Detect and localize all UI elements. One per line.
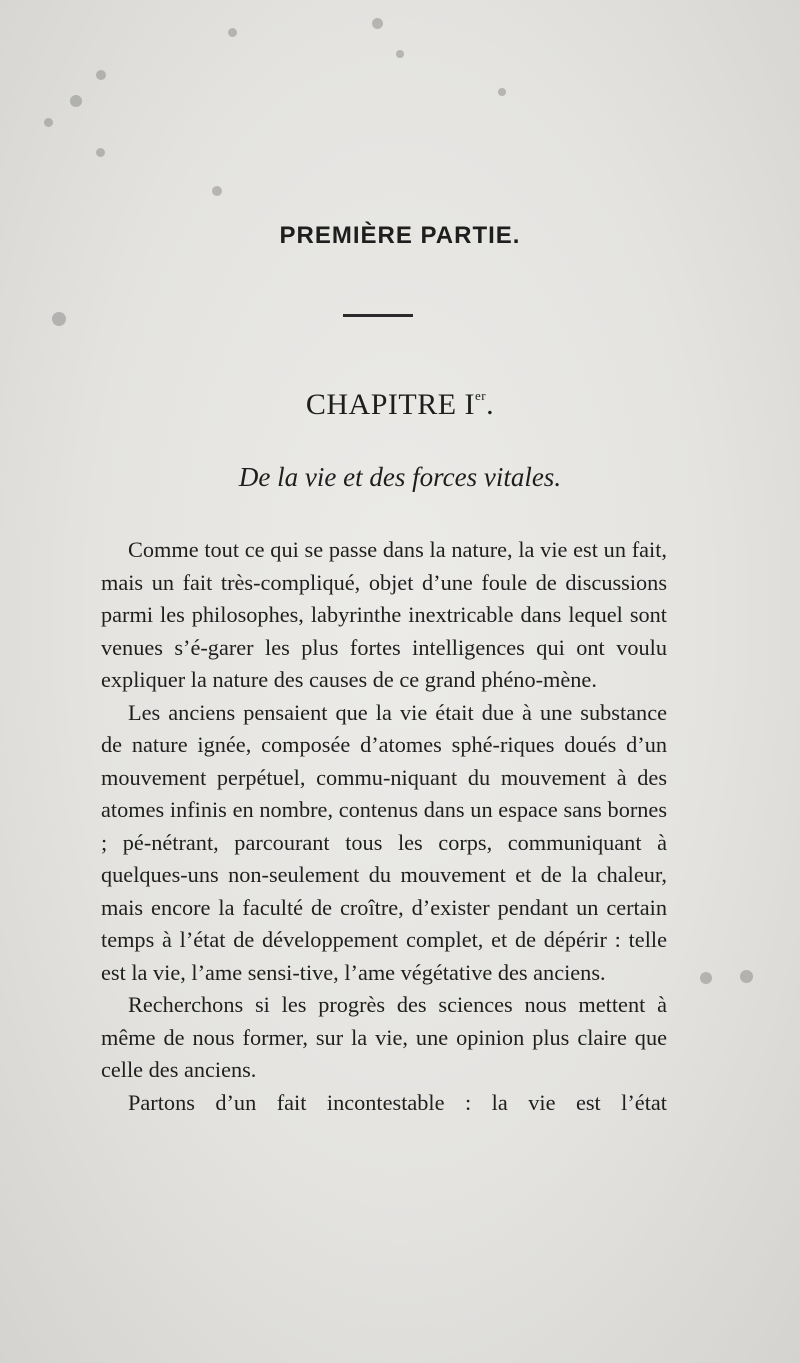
foxing-spot [396,50,404,58]
divider-rule [343,314,413,317]
foxing-spot [44,118,53,127]
foxing-spot [212,186,222,196]
part-title: PREMIÈRE PARTIE. [279,222,521,249]
foxing-spot [228,28,237,37]
foxing-spot [740,970,753,983]
paragraph: Comme tout ce qui se passe dans la nature, la vie est un fait, mais un fait très-compliqué, objet d’une foule de discussions parmi les philosophes, labyrinthe inextricable dans lequel sont venues s’é-garer les plus fortes intelligences qui ont voulu expliquer la nature des causes de ce grand phéno-mène. [101,537,667,692]
foxing-spot [70,95,82,107]
foxing-spot [700,972,712,984]
foxing-spot [498,88,506,96]
paragraph: Partons d’un fait incontestable : la vie est l’état [128,1089,667,1115]
foxing-spot [96,70,106,80]
chapter-ordinal: er [475,388,487,403]
foxing-spot [52,312,66,326]
foxing-spot [372,18,383,29]
chapter-label: CHAPITRE I [305,388,476,421]
body-text [101,534,667,1119]
chapter-title [0,388,800,422]
chapter-subtitle: De la vie et des forces vitales. [238,462,562,492]
paragraph: Recherchons si les progrès des sciences nous mettent à même de nous former, sur la vie, une opinion plus claire que celle des anciens. [101,992,667,1082]
chapter-title-end: . [486,388,495,421]
paragraph: Les anciens pensaient que la vie était due à une substance de nature ignée, composée d’atomes sphé-riques doués d’un mouvement perpétuel, commu-niquant du mouvement à des atomes infinis en nombre, contenus dans un espace sans bornes ; pé-nétrant, parcourant tous les corps, communiquant à quelques-uns non-seulement du mouvement et de la chaleur, mais encore la faculté de croître, d’exister pendant un certain temps à l’état de développement complet, et de dépérir : telle est la vie, l’ame sensi-tive, l’ame végétative des anciens. [101,699,667,985]
foxing-spot [96,148,105,157]
